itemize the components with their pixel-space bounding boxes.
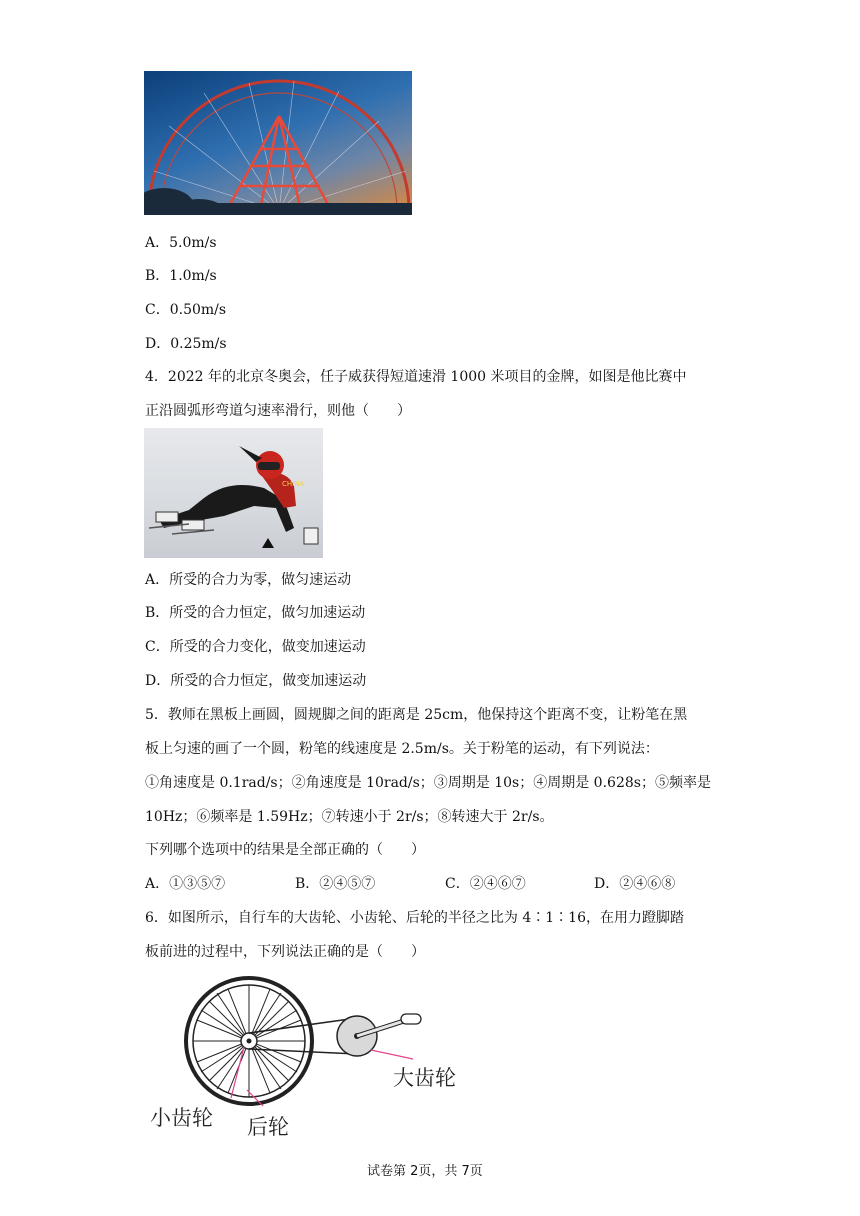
question-5-line-3: ①角速度是 0.1rad/s；②角速度是 10rad/s；③周期是 10s；④周期是 0.628s；⑤频率是 <box>145 775 711 791</box>
ferris-wheel-photo <box>144 71 412 215</box>
question-5-line-5: 下列哪个选项中的结果是全部正确的（ ） <box>145 842 425 858</box>
option-a: A．①③⑤⑦ <box>145 876 226 892</box>
question-5-line-1: 5．教师在黑板上画圆，圆规脚之间的距离是 25cm，他保持这个距离不变，让粉笔在黑 <box>145 707 688 723</box>
speed-skater-photo <box>144 428 323 558</box>
question-4-line-2: 正沿圆弧形弯道匀速率滑行，则他（ ） <box>145 403 411 419</box>
question-5-line-4: 10Hz；⑥频率是 1.59Hz；⑦转速小于 2r/s；⑧转速大于 2r/s。 <box>145 809 554 825</box>
jersey-text: CHINA <box>282 480 305 488</box>
label-big-gear: 大齿轮 <box>393 1066 456 1090</box>
option-c: C．所受的合力变化，做变加速运动 <box>145 639 366 655</box>
option-d: D．②④⑥⑧ <box>594 876 676 892</box>
label-small-gear: 小齿轮 <box>150 1106 213 1130</box>
option-d: D．所受的合力恒定，做变加速运动 <box>145 673 367 689</box>
option-a: A．所受的合力为零，做匀速运动 <box>145 572 352 588</box>
label-rear-wheel: 后轮 <box>247 1115 289 1139</box>
bicycle-gear-diagram <box>145 970 475 1145</box>
question-4-line-1: 4．2022 年的北京冬奥会，任子威获得短道速滑 1000 米项目的金牌，如图是他比赛中 <box>145 369 687 385</box>
option-c: C．②④⑥⑦ <box>445 876 526 892</box>
question-6-line-1: 6．如图所示，自行车的大齿轮、小齿轮、后轮的半径之比为 4∶1∶16，在用力蹬脚踏 <box>145 910 684 926</box>
option-a: A．5.0m/s <box>145 235 217 251</box>
question-6-line-2: 板前进的过程中，下列说法正确的是（ ） <box>145 944 425 960</box>
option-b: B．②④⑤⑦ <box>295 876 376 892</box>
option-c: C．0.50m/s <box>145 302 227 318</box>
page-footer: 试卷第 2页，共 7页 <box>367 1164 483 1179</box>
question-5-line-2: 板上匀速的画了一个圆，粉笔的线速度是 2.5m/s。关于粉笔的运动，有下列说法： <box>145 741 659 757</box>
option-b: B．所受的合力恒定，做匀加速运动 <box>145 605 366 621</box>
option-b: B．1.0m/s <box>145 268 217 284</box>
option-d: D．0.25m/s <box>145 336 227 352</box>
